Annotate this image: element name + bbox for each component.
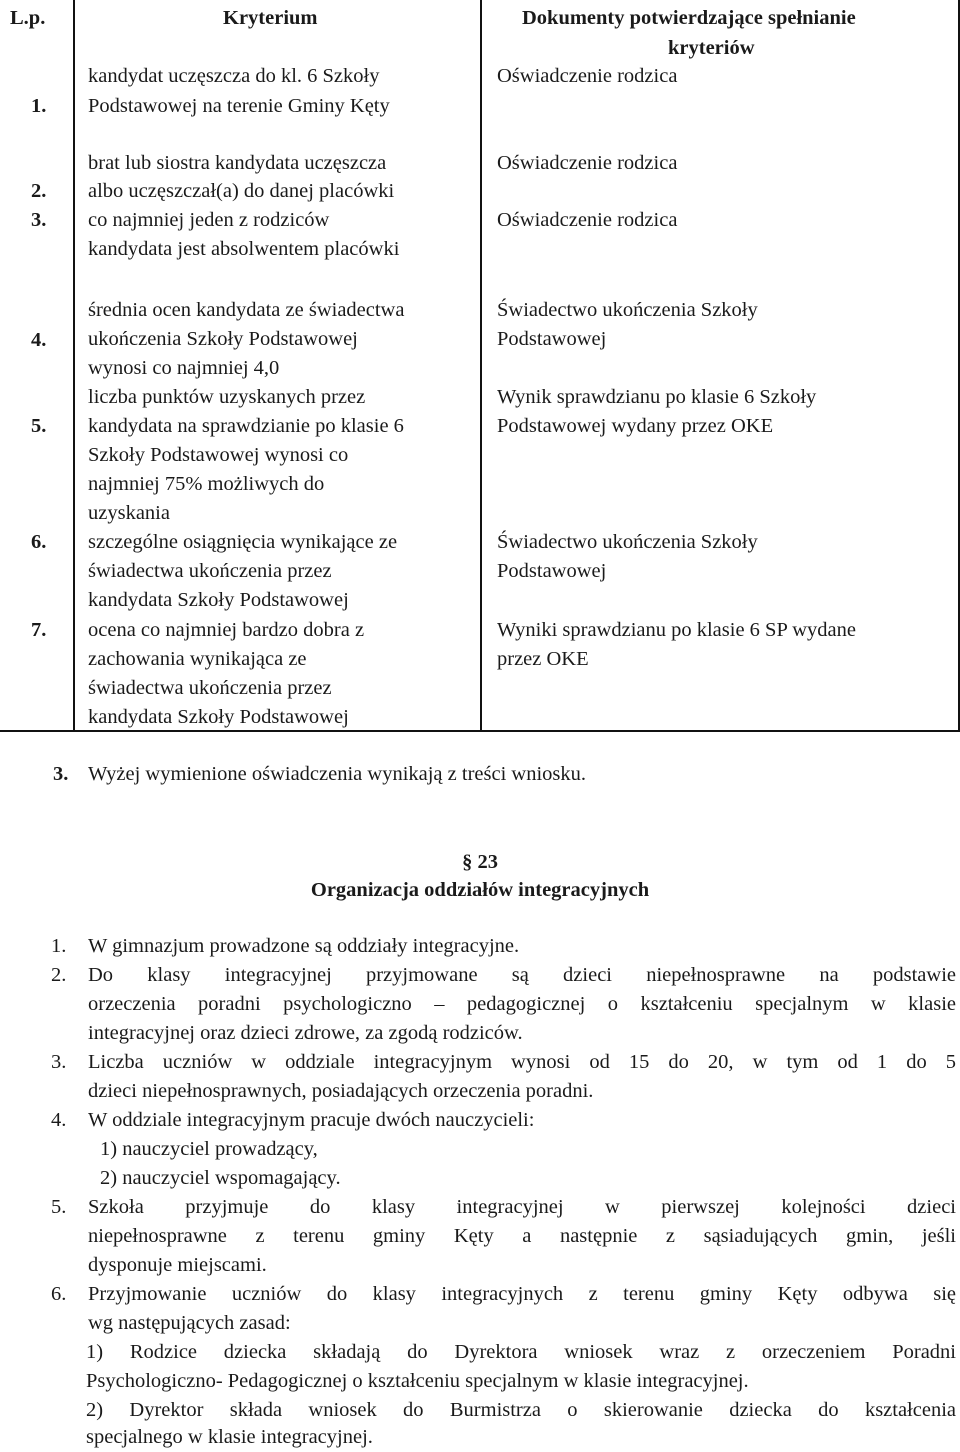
criterion-text: ocena co najmniej bardzo dobra z	[88, 619, 365, 641]
criterion-text: kandydata jest absolwentem placówki	[88, 238, 400, 260]
note-text: Wyżej wymienione oświadczenia wynikają z treści wniosku.	[88, 763, 587, 785]
criterion-text: kandydata Szkoły Podstawowej	[88, 589, 349, 611]
item-number: 1.	[51, 935, 67, 957]
row-number: 6.	[31, 531, 47, 553]
header-documents: Dokumenty potwierdzające spełnianie	[522, 7, 856, 29]
item-text: dysponuje miejscami.	[88, 1254, 267, 1276]
sub-item-text: 1) nauczyciel prowadzący,	[100, 1138, 318, 1160]
criterion-text: wynosi co najmniej 4,0	[88, 357, 280, 379]
header-documents-cont: kryteriów	[668, 37, 755, 59]
item-text: Przyjmowanie uczniów do klasy integracyjnych z terenu gminy Kęty odbywa się	[88, 1283, 956, 1305]
item-text: dzieci niepełnosprawnych, posiadających orzeczenia poradni.	[88, 1080, 594, 1102]
item-number: 5.	[51, 1196, 67, 1218]
item-text: niepełnosprawne z terenu gminy Kęty a następnie z sąsiadujących gmin, jeśli	[88, 1225, 956, 1247]
sub-item-text: 2) Dyrektor składa wniosek do Burmistrza o skierowanie dziecka do kształcenia	[86, 1399, 956, 1421]
section-title: Organizacja oddziałów integracyjnych	[310, 879, 650, 901]
section-symbol: § 23	[462, 851, 498, 873]
criterion-text: świadectwa ukończenia przez	[88, 677, 332, 699]
criterion-text: brat lub siostra kandydata uczęszcza	[88, 152, 387, 174]
item-text: Szkoła przyjmuje do klasy integracyjnej w pierwszej kolejności dzieci	[88, 1196, 956, 1218]
sub-item-text: 2) nauczyciel wspomagający.	[100, 1167, 341, 1189]
criterion-text: najmniej 75% możliwych do	[88, 473, 325, 495]
item-text: wg następujących zasad:	[88, 1312, 291, 1334]
document-text: Podstawowej wydany przez OKE	[497, 415, 774, 437]
item-text: W gimnazjum prowadzone są oddziały integracyjne.	[88, 935, 520, 957]
criterion-text: Szkoły Podstawowej wynosi co	[88, 444, 349, 466]
header-criterion: Kryterium	[223, 7, 318, 29]
header-lp: L.p.	[10, 7, 46, 29]
document-text: Wynik sprawdzianu po klasie 6 Szkoły	[497, 386, 817, 408]
sub-item-text: specjalnego w klasie integracyjnej.	[86, 1426, 373, 1448]
document-text: Oświadczenie rodzica	[497, 65, 678, 87]
criterion-text: kandydat uczęszcza do kl. 6 Szkoły	[88, 65, 380, 87]
criterion-text: zachowania wynikająca ze	[88, 648, 307, 670]
criterion-text: co najmniej jeden z rodziców	[88, 209, 330, 231]
document-text: Podstawowej	[497, 328, 607, 350]
criterion-text: średnia ocen kandydata ze świadectwa	[88, 299, 405, 321]
item-text: orzeczenia poradni psychologiczno – pedagogicznej o kształceniu specjalnym w klasie	[88, 993, 956, 1015]
criterion-text: kandydata na sprawdzianie po klasie 6	[88, 415, 404, 437]
document-text: Świadectwo ukończenia Szkoły	[497, 531, 758, 553]
item-text: W oddziale integracyjnym pracuje dwóch nauczycieli:	[88, 1109, 535, 1131]
criterion-text: szczególne osiągnięcia wynikające ze	[88, 531, 398, 553]
table-border	[480, 0, 482, 732]
row-number: 2.	[31, 180, 47, 202]
item-number: 3.	[51, 1051, 67, 1073]
sub-item-text: Psychologiczno- Pedagogicznej o kształceniu specjalnym w klasie integracyjnej.	[86, 1370, 749, 1392]
criterion-text: Podstawowej na terenie Gminy Kęty	[88, 95, 390, 117]
document-text: Wyniki sprawdzianu po klasie 6 SP wydane	[497, 619, 856, 641]
criterion-text: kandydata Szkoły Podstawowej	[88, 706, 349, 728]
criterion-text: liczba punktów uzyskanych przez	[88, 386, 366, 408]
row-number: 3.	[31, 209, 47, 231]
document-text: Świadectwo ukończenia Szkoły	[497, 299, 758, 321]
note-number: 3.	[53, 763, 69, 785]
table-border	[73, 0, 75, 732]
sub-item-text: 1) Rodzice dziecka składają do Dyrektora wniosek wraz z orzeczeniem Poradni	[86, 1341, 956, 1363]
criterion-text: świadectwa ukończenia przez	[88, 560, 332, 582]
row-number: 4.	[31, 329, 47, 351]
criterion-text: ukończenia Szkoły Podstawowej	[88, 328, 358, 350]
item-number: 2.	[51, 964, 67, 986]
item-number: 4.	[51, 1109, 67, 1131]
item-text: integracyjnej oraz dzieci zdrowe, za zgodą rodziców.	[88, 1022, 523, 1044]
item-text: Do klasy integracyjnej przyjmowane są dzieci niepełnosprawne na podstawie	[88, 964, 956, 986]
row-number: 7.	[31, 619, 47, 641]
document-text: Oświadczenie rodzica	[497, 152, 678, 174]
item-number: 6.	[51, 1283, 67, 1305]
criterion-text: uzyskania	[88, 502, 170, 524]
row-number: 1.	[31, 95, 47, 117]
document-text: Podstawowej	[497, 560, 607, 582]
document-text: Oświadczenie rodzica	[497, 209, 678, 231]
document-text: przez OKE	[497, 648, 589, 670]
row-number: 5.	[31, 415, 47, 437]
item-text: Liczba uczniów w oddziale integracyjnym wynosi od 15 do 20, w tym od 1 do 5	[88, 1051, 956, 1073]
criterion-text: albo uczęszczał(a) do danej placówki	[88, 180, 395, 202]
